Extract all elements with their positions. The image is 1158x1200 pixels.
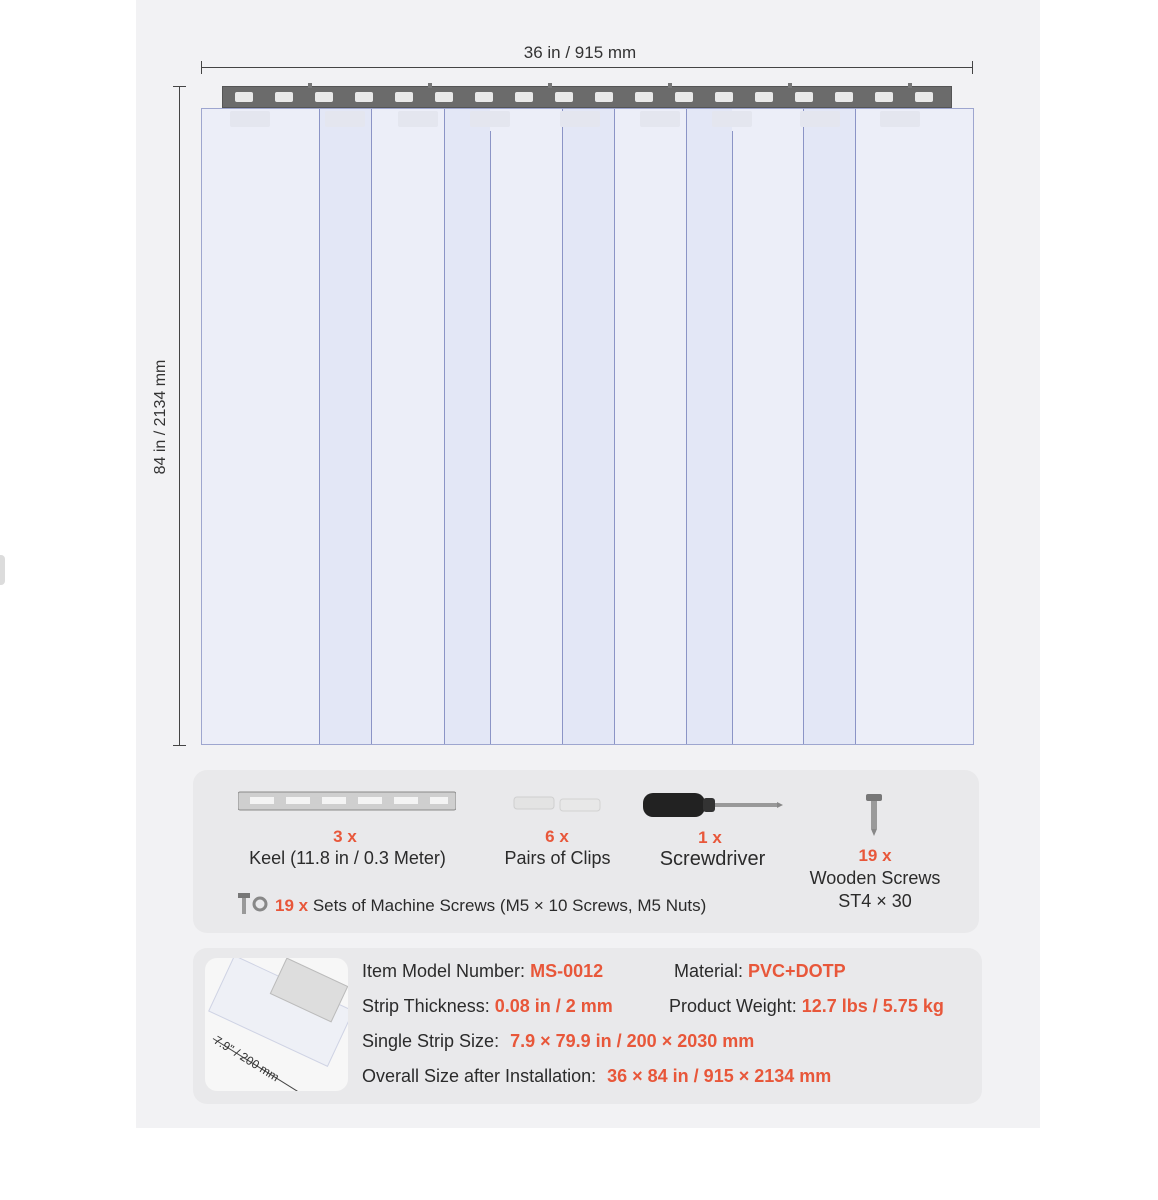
machine-screws-label: Sets of Machine Screws (M5 × 10 Screws, M5 Nuts) bbox=[312, 896, 707, 915]
strip-clip bbox=[325, 111, 365, 127]
thickness-value: 0.08 in / 2 mm bbox=[494, 996, 613, 1016]
width-dimension-label: 36 in / 915 mm bbox=[523, 43, 637, 62]
clips-icon bbox=[512, 794, 604, 814]
keel-qty: 3 x bbox=[333, 827, 357, 846]
material-value: PVC+DOTP bbox=[748, 961, 846, 981]
thumbnail-dimension-label: 7.9" / 200 mm bbox=[211, 1033, 282, 1085]
model-number-row bbox=[362, 961, 603, 982]
overall-size-value: 36 × 84 in / 915 × 2134 mm bbox=[607, 1066, 832, 1086]
strip-clip bbox=[560, 111, 600, 127]
wooden-screws-qty: 19 x bbox=[858, 846, 892, 865]
side-handle bbox=[0, 555, 5, 585]
weight-row bbox=[669, 996, 944, 1017]
material-row bbox=[674, 961, 846, 982]
height-dimension-line bbox=[179, 86, 180, 746]
keel-label: Keel (11.8 in / 0.3 Meter) bbox=[249, 848, 446, 868]
strip-size-row bbox=[362, 1031, 754, 1052]
machine-screw-icon bbox=[237, 892, 269, 916]
screwdriver-label: Screwdriver bbox=[659, 848, 766, 870]
clips-label: Pairs of Clips bbox=[504, 848, 611, 868]
machine-screws-row bbox=[275, 896, 706, 916]
height-dimension-label: 84 in / 2134 mm bbox=[152, 359, 169, 475]
strip-curtain bbox=[201, 108, 974, 745]
strip-clip bbox=[880, 111, 920, 127]
material-label: Material: bbox=[674, 961, 744, 981]
weight-label: Product Weight: bbox=[669, 996, 797, 1016]
thickness-label: Strip Thickness: bbox=[362, 996, 490, 1016]
weight-value: 12.7 lbs / 5.75 kg bbox=[801, 996, 944, 1016]
screwdriver-qty: 1 x bbox=[698, 828, 722, 847]
screwdriver-icon bbox=[643, 788, 783, 822]
strip-clip bbox=[800, 111, 840, 127]
machine-screws-qty: 19 x bbox=[275, 896, 309, 915]
strip-thumbnail bbox=[205, 958, 348, 1091]
keel-icon bbox=[238, 788, 456, 814]
model-number-label: Item Model Number: bbox=[362, 961, 526, 981]
wood-screw-icon bbox=[864, 794, 884, 836]
clips-qty: 6 x bbox=[545, 827, 569, 846]
strip-clip bbox=[398, 111, 438, 127]
model-number-value: MS-0012 bbox=[530, 961, 604, 981]
mounting-rail bbox=[222, 86, 952, 108]
strip-clip bbox=[470, 111, 510, 127]
strip-clip bbox=[640, 111, 680, 127]
wooden-screws-spec: ST4 × 30 bbox=[838, 891, 912, 911]
strip-clip bbox=[712, 111, 752, 127]
width-dimension-line bbox=[201, 67, 973, 68]
strip-size-label: Single Strip Size: bbox=[362, 1031, 500, 1051]
overall-size-row bbox=[362, 1066, 831, 1087]
wooden-screws-label: Wooden Screws bbox=[809, 868, 941, 888]
strip-size-value: 7.9 × 79.9 in / 200 × 2030 mm bbox=[510, 1031, 755, 1051]
overall-size-label: Overall Size after Installation: bbox=[362, 1066, 597, 1086]
thickness-row bbox=[362, 996, 613, 1017]
strip-clip bbox=[230, 111, 270, 127]
